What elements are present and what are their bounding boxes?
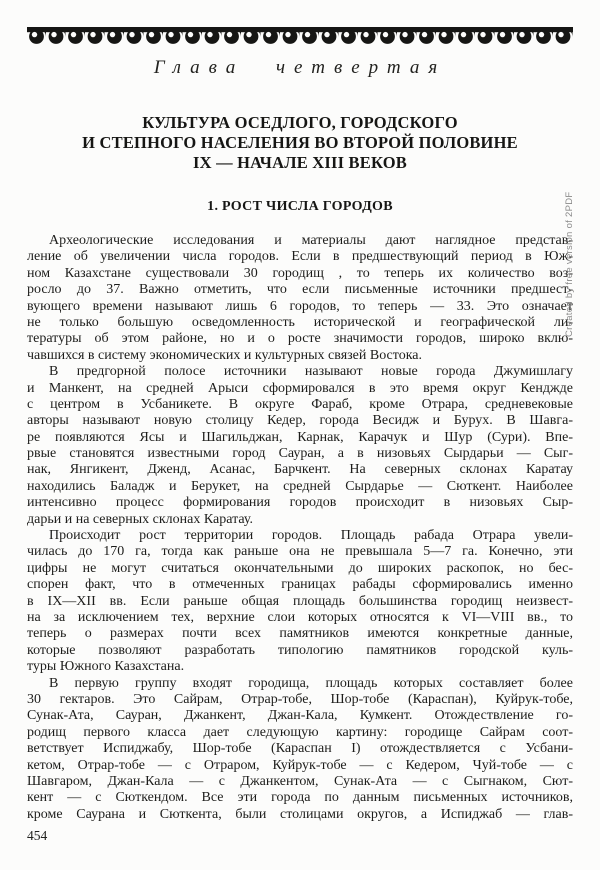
body-line: ветствует Испиджабу, Шор-тобе (Караспан I) отождествляется с Усбани-	[27, 741, 573, 757]
chapter-heading: Глава четвертая	[153, 57, 447, 78]
body-line: тературы об этом районе, но и о росте значимости городов, широко вклю-	[27, 331, 573, 347]
body-line: интенсивно процесс формирования городов происходит в низовьях Сыр-	[27, 495, 573, 511]
page-number: 454	[27, 828, 48, 843]
body-line: кент — с Сюткендом. Все эти города по данным письменных источников,	[27, 790, 573, 806]
body-line: находились Баладж и Берукет, на средней Сырдарье — Сюткент. Наиболее	[27, 478, 573, 494]
body-line: цифры не могут считаться окончательными до широких раскопок, но бес-	[27, 560, 573, 576]
body-line: рвые становятся известными город Сауран, а в низовьях Сырдарьи — Сыг-	[27, 446, 573, 462]
body-line: ном Казахстане существовали 30 городищ , то теперь их количество воз-	[27, 265, 573, 281]
body-line: теперь о размерах почти всех памятников имеются конкретные данные,	[27, 626, 573, 642]
page-title	[0, 113, 600, 173]
body-line: в IX—XII вв. Если раньше общая площадь большинства городищ неизвест-	[27, 593, 573, 609]
body-line: ление об увеличении числа городов. Если в предшествующий период в Юж-	[27, 249, 573, 265]
page-title-line-3: IX — НАЧАЛЕ XIII ВЕКОВ	[193, 153, 407, 172]
body-line: туры Южного Казахстана.	[27, 659, 185, 675]
body-line: Шавгаром, Джан-Кала — с Джанкентом, Сунак-Ата — с Сыгнаком, Сют-	[27, 773, 573, 789]
body-line: кетом, Отрар-тобе — с Отраром, Куйрук-тобе — с Кедером, Чуй-тобе — с	[27, 757, 573, 773]
body-line: нак, Янгикент, Дженд, Асанас, Барчкент. На северных склонах Каратау	[27, 462, 573, 478]
body-line: В первую группу входят городища, площадь которых составляет более	[49, 675, 573, 691]
body-line: дарьи и на северных склонах Каратау.	[27, 511, 253, 527]
body-line: Археологические исследования и материалы дают наглядное представ-	[49, 233, 573, 248]
wave-ornament-border	[27, 27, 573, 44]
body-line: росло до 37. Важно отметить, что если письменные источники предшест-	[27, 282, 573, 298]
body-line: с центром в Усбаникете. В округе Фараб, кроме Отрара, средневековые	[27, 396, 573, 412]
section-heading: 1. РОСТ ЧИСЛА ГОРОДОВ	[207, 199, 393, 214]
body-line: 30 гектаров. Это Сайрам, Отрар-тобе, Шор-тобе (Караспан), Куйрук-тобе,	[27, 691, 573, 707]
body-line: на за исключением тех, верхние слои которых относятся к VI—VIII вв., то	[27, 609, 573, 625]
body-line: кроме Саурана и Сюткента, были столицами округов, а Испиджаб — глав-	[27, 806, 573, 822]
body-line: Сунак-Ата, Сауран, Джанкент, Джан-Кала, Кумкент. Отождествление го-	[27, 708, 573, 724]
body-line: спорен факт, что в отмеченных границах рабады сформировались именно	[27, 577, 573, 593]
body-line: и Манкент, на средней Арыси сформировался в это время округ Кенджде	[27, 380, 573, 396]
body-line: авторы называют новую столицу Кедер, города Весидж и Бурух. В Шавга-	[27, 413, 573, 429]
body-line: которые позволяют разработать типологию памятников городской куль-	[27, 642, 573, 658]
body-line: В предгорной полосе источники называют новые города Джумишлагу	[49, 364, 573, 380]
body-text	[27, 233, 573, 823]
body-line: Происходит рост территории городов. Площадь рабада Отрара увели-	[49, 528, 573, 544]
page-title-line-2: И СТЕПНОГО НАСЕЛЕНИЯ ВО ВТОРОЙ ПОЛОВИНЕ	[82, 133, 518, 152]
body-line: не только большую осведомленность исторической и географической ли-	[27, 314, 573, 330]
body-line: вующего времени называют лишь 6 городов, то теперь — 33. Это означает	[27, 298, 573, 314]
watermark-text: Created by free version of 2PDF	[564, 191, 575, 338]
body-line: чилась до 170 га, тогда как раньше она не превышала 5—7 га. Конечно, эти	[27, 544, 573, 560]
body-line: ре появляются Ясы и Шагильджан, Карнак, Карачук и Шур (Сури). Впе-	[27, 429, 573, 445]
body-line: родищ первого класса дает следующую картину: городище Сайрам соот-	[27, 724, 573, 740]
page-title-line-1: КУЛЬТУРА ОСЕДЛОГО, ГОРОДСКОГО	[142, 113, 458, 132]
body-line: чавшихся в систему экономических и культурных связей Востока.	[27, 347, 423, 363]
